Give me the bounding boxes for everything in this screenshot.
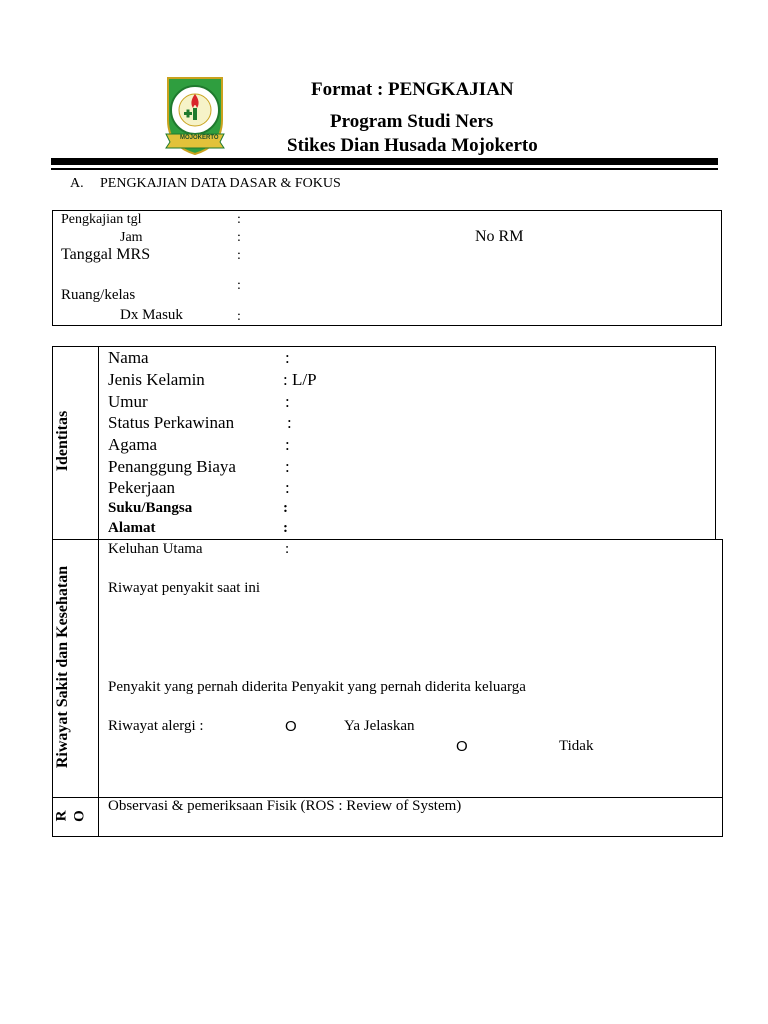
riwayat-penyakit-sekarang: Riwayat penyakit saat ini: [108, 580, 261, 596]
identity-value: : L/P: [283, 370, 317, 389]
riwayat-divider: [98, 539, 99, 837]
identity-label: Penanggung Biaya: [108, 457, 236, 476]
identity-value: :: [285, 478, 290, 497]
field-label: Ruang/kelas: [61, 287, 136, 303]
identity-value: :: [283, 520, 288, 536]
identity-value: :: [283, 500, 288, 516]
option-tidak-marker[interactable]: O: [456, 738, 468, 755]
identity-label: Alamat: [108, 520, 156, 536]
field-label: Pengkajian tgl: [61, 212, 142, 227]
no-rm-label: No RM: [475, 228, 524, 245]
field-separator: :: [237, 278, 241, 293]
institution-name: Stikes Dian Husada Mojokerto: [287, 135, 538, 156]
keluhan-utama-separator: :: [285, 541, 290, 557]
identity-label: Suku/Bangsa: [108, 500, 193, 516]
identity-label: Jenis Kelamin: [108, 370, 205, 389]
logo-banner-text: MOJOKERTO: [180, 135, 219, 141]
option-ya-label: Ya Jelaskan: [344, 718, 415, 734]
field-separator: :: [237, 230, 241, 245]
identity-label: Pekerjaan: [108, 478, 176, 497]
identity-value: :: [287, 413, 292, 432]
ros-section-title-r: R: [53, 810, 70, 822]
identity-label: Umur: [108, 392, 148, 411]
option-tidak-label: Tidak: [559, 738, 594, 754]
identity-value: :: [285, 348, 290, 367]
section-a-title: PENGKAJIAN DATA DASAR & FOKUS: [100, 176, 341, 191]
identity-value: :: [285, 457, 290, 476]
ros-section-title-o: O: [71, 810, 88, 822]
riwayat-section-title: Riwayat Sakit dan Kesehatan: [54, 565, 71, 769]
header-rule-thin: [51, 168, 718, 170]
field-label: Tanggal MRS: [61, 246, 151, 263]
riwayat-alergi-label: Riwayat alergi :: [108, 718, 204, 734]
field-label: Jam: [120, 230, 143, 245]
identity-label: Status Perkawinan: [108, 413, 235, 432]
keluhan-utama-label: Keluhan Utama: [108, 541, 203, 557]
field-separator: :: [237, 309, 241, 324]
ros-title: Observasi & pemeriksaan Fisik (ROS : Review of System): [108, 798, 462, 814]
option-ya-marker[interactable]: O: [285, 718, 297, 735]
identity-value: :: [285, 435, 290, 454]
program-name: Program Studi Ners: [330, 111, 494, 132]
field-label: Dx Masuk: [120, 307, 183, 323]
section-a-label: A.: [70, 176, 84, 191]
header-rule-thick: [51, 158, 718, 165]
identitas-section-title: Identitas: [54, 410, 71, 472]
stikes-logo: [162, 72, 228, 158]
identity-value: :: [285, 392, 290, 411]
riwayat-penyakit-dahulu: Penyakit yang pernah diderita Penyakit yang pernah diderita keluarga: [108, 679, 526, 695]
field-separator: :: [237, 212, 241, 227]
identity-label: Nama: [108, 348, 149, 367]
field-separator: :: [237, 248, 241, 263]
identitas-divider: [98, 346, 99, 540]
identity-label: Agama: [108, 435, 158, 454]
form-title: Format : PENGKAJIAN: [311, 79, 514, 100]
